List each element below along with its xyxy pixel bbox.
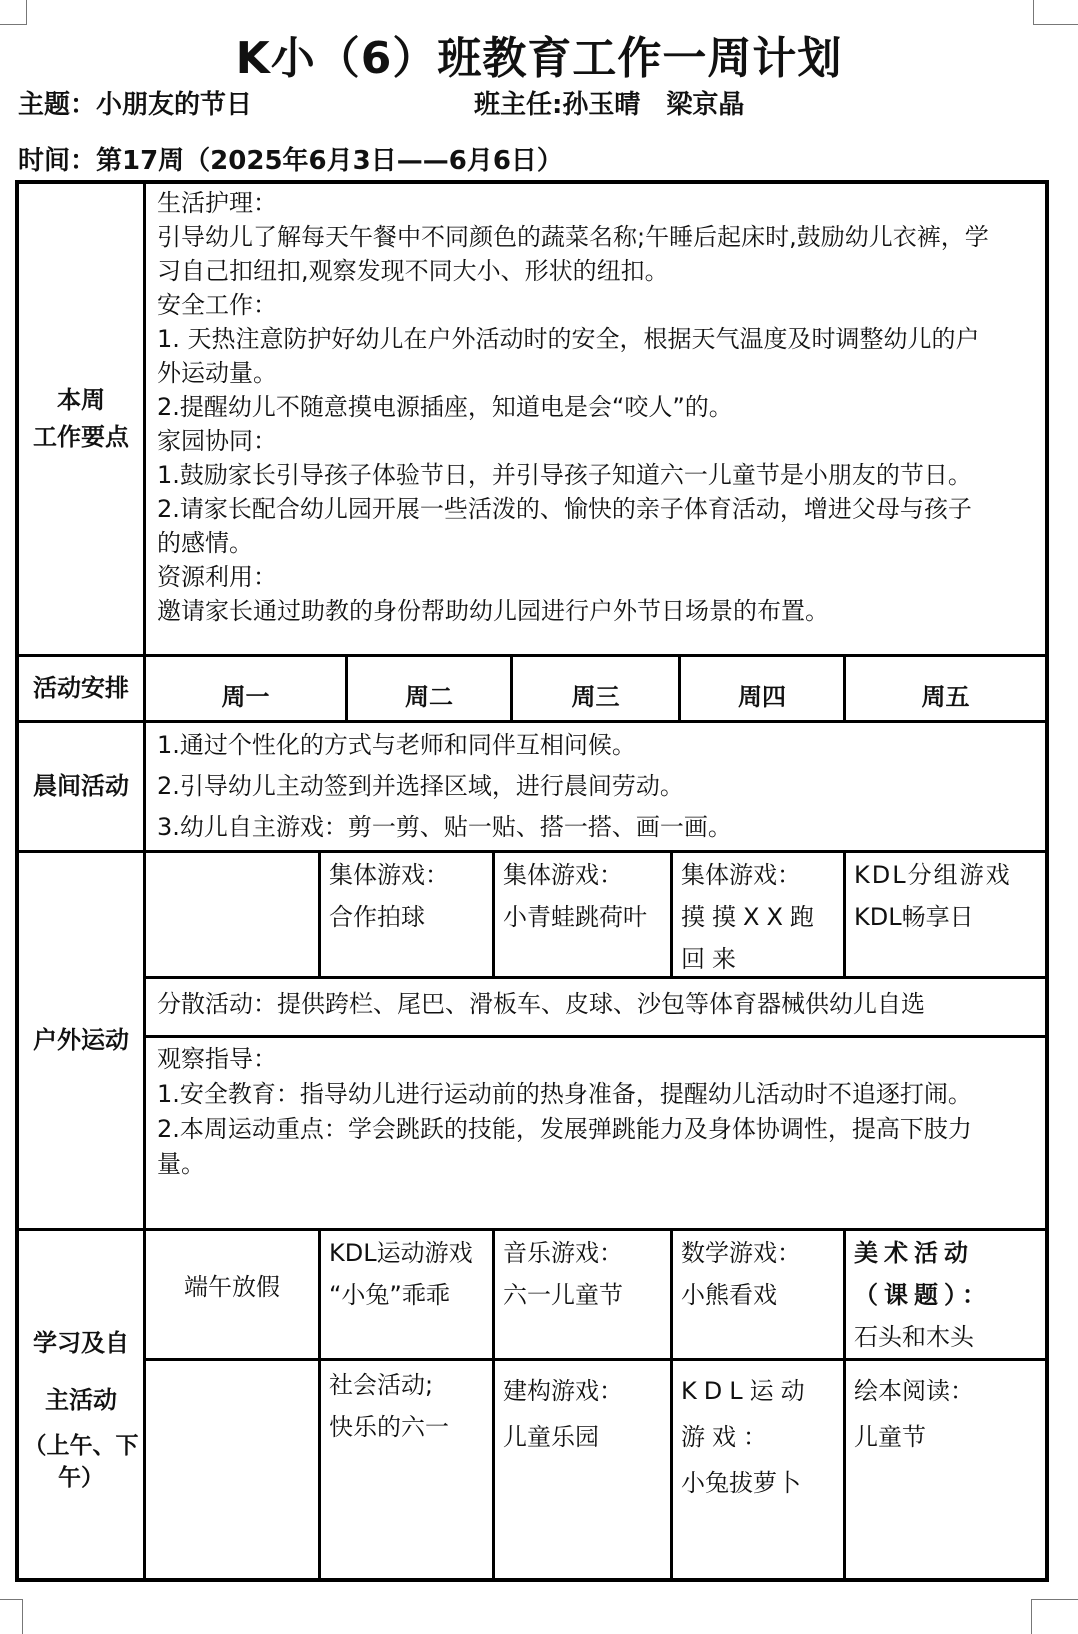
study-tue-pm-title: 社会活动; bbox=[329, 1371, 434, 1399]
focus-line: 2.提醒幼儿不随意摸电源插座，知道电是会“咬人”的。 bbox=[157, 393, 733, 421]
column-divider bbox=[492, 850, 495, 976]
study-tue-pm bbox=[329, 1364, 489, 1448]
study-wed-pm bbox=[503, 1368, 663, 1460]
study-thu-pm bbox=[681, 1368, 839, 1506]
outdoor-guide-line: 观察指导： bbox=[157, 1045, 277, 1073]
outdoor-thu-title: 集体游戏： bbox=[681, 861, 801, 889]
study-fri-am bbox=[854, 1232, 994, 1358]
outdoor-thu-cell bbox=[681, 854, 839, 980]
study-mon-cell: 端午放假 bbox=[184, 1273, 280, 1301]
morning-line: 1.通过个性化的方式与老师和同伴互相问候。 bbox=[157, 731, 636, 759]
head-teacher-label: 班主任:孙玉晴 梁京晶 bbox=[474, 90, 745, 120]
outdoor-scatter: 分散活动：提供跨栏、尾巴、滑板车、皮球、沙包等体育器械供幼儿自选 bbox=[157, 990, 925, 1018]
morning-line: 2.引导幼儿主动签到并选择区域，进行晨间劳动。 bbox=[157, 772, 684, 800]
study-header-line-1: 学习及自 bbox=[33, 1328, 129, 1357]
crop-mark-bottom-right bbox=[1031, 1599, 1078, 1634]
outdoor-guide bbox=[157, 1042, 989, 1182]
study-tue-am-body: “小兔”乖乖 bbox=[329, 1281, 450, 1309]
study-wed-am-body: 六一儿童节 bbox=[503, 1281, 623, 1309]
day-header-thu: 周四 bbox=[738, 682, 786, 711]
day-header-mon: 周一 bbox=[221, 682, 270, 711]
row-divider bbox=[146, 1358, 1045, 1361]
time-label: 时间：第17周（2025年6月3日——6月6日） bbox=[18, 146, 563, 176]
study-header-line-2: 主活动 bbox=[45, 1386, 117, 1415]
focus-header bbox=[19, 184, 143, 654]
study-wed-pm-title: 建构游戏： bbox=[503, 1377, 623, 1405]
outdoor-thu-body: 摸摸XX跑回来 bbox=[681, 903, 821, 973]
crop-mark-bottom-left bbox=[0, 1599, 23, 1634]
study-header-line-3: （上午、下午） bbox=[23, 1432, 139, 1492]
study-fri-pm-body: 儿童节 bbox=[854, 1423, 926, 1451]
study-wed-am-title: 音乐游戏： bbox=[503, 1239, 623, 1267]
focus-line: 1.鼓励家长引导孩子体验节日，并引导孩子知道六一儿童节是小朋友的节日。 bbox=[157, 461, 972, 489]
row-divider bbox=[146, 976, 1045, 979]
row-divider bbox=[19, 654, 1045, 657]
focus-content bbox=[157, 186, 989, 628]
outdoor-wed-body: 小青蛙跳荷叶 bbox=[503, 903, 647, 931]
study-tue-am-title: KDL运动游戏 bbox=[329, 1239, 473, 1267]
column-divider bbox=[670, 850, 673, 976]
focus-line: 安全工作： bbox=[157, 291, 277, 319]
study-thu-pm-title: KDL运动游戏： bbox=[681, 1377, 812, 1451]
study-fri-pm-title: 绘本阅读： bbox=[854, 1377, 974, 1405]
study-thu-am-body: 小熊看戏 bbox=[681, 1281, 777, 1309]
column-divider bbox=[143, 184, 146, 1578]
study-wed-pm-body: 儿童乐园 bbox=[503, 1423, 599, 1451]
focus-line: 生活护理： bbox=[157, 189, 277, 217]
study-thu-am bbox=[681, 1232, 839, 1316]
study-fri-am-body: 石头和木头 bbox=[854, 1323, 974, 1351]
focus-line: 1. 天热注意防护好幼儿在户外活动时的安全，根据天气温度及时调整幼儿的户外运动量。 bbox=[157, 325, 980, 387]
study-thu-am-title: 数学游戏： bbox=[681, 1239, 801, 1267]
outdoor-fri-cell bbox=[854, 854, 1040, 938]
theme-label: 主题：小朋友的节日 bbox=[18, 90, 253, 120]
focus-line: 家园协同： bbox=[157, 427, 277, 455]
outdoor-guide-line: 1.安全教育：指导幼儿进行运动前的热身准备，提醒幼儿活动时不追逐打闹。 bbox=[157, 1080, 972, 1108]
focus-line: 邀请家长通过助教的身份帮助幼儿园进行户外节日场景的布置。 bbox=[157, 597, 829, 625]
outdoor-header: 户外运动 bbox=[33, 1025, 129, 1054]
study-thu-pm-body: 小兔拔萝卜 bbox=[681, 1469, 801, 1497]
schedule-header: 活动安排 bbox=[33, 673, 129, 702]
outdoor-guide-line: 2.本周运动重点：学会跳跃的技能，发展弹跳能力及身体协调性，提高下肢力量。 bbox=[157, 1115, 972, 1178]
column-divider bbox=[843, 850, 846, 976]
day-header-tue: 周二 bbox=[405, 682, 453, 711]
study-fri-pm bbox=[854, 1368, 1040, 1460]
morning-header: 晨间活动 bbox=[33, 771, 129, 800]
outdoor-tue-body: 合作拍球 bbox=[329, 903, 425, 931]
page-title: K小（6）班教育工作一周计划 bbox=[235, 33, 843, 84]
outdoor-fri-title: KDL分组游戏 bbox=[854, 861, 1012, 889]
focus-line: 2.请家长配合幼儿园开展一些活泼的、愉快的亲子体育活动，增进父母与孩子的感情。 bbox=[157, 495, 972, 557]
row-divider bbox=[19, 850, 1045, 853]
outdoor-wed-title: 集体游戏： bbox=[503, 861, 623, 889]
study-wed-am bbox=[503, 1232, 663, 1316]
day-header-wed: 周三 bbox=[571, 682, 620, 711]
column-divider bbox=[492, 1228, 495, 1578]
outdoor-fri-body: KDL畅享日 bbox=[854, 903, 974, 931]
day-header-fri: 周五 bbox=[921, 682, 970, 711]
focus-header-line-2: 工作要点 bbox=[33, 423, 129, 451]
outdoor-wed-cell bbox=[503, 854, 663, 938]
morning-content bbox=[157, 725, 1027, 848]
morning-line: 3.幼儿自主游戏：剪一剪、贴一贴、搭一搭、画一画。 bbox=[157, 813, 732, 841]
outdoor-tue-title: 集体游戏： bbox=[329, 861, 449, 889]
column-divider bbox=[843, 1228, 846, 1578]
outdoor-tue-cell bbox=[329, 854, 484, 938]
study-fri-am-title: 美术活动（课题）： bbox=[854, 1239, 992, 1309]
focus-line: 引导幼儿了解每天午餐中不同颜色的蔬菜名称;午睡后起床时,鼓励幼儿衣裤，学习自己扣纽扣,观察发现不同大小、形状的纽扣。 bbox=[157, 223, 989, 285]
row-divider bbox=[19, 1228, 1045, 1231]
weekly-plan-table bbox=[15, 180, 1049, 1582]
study-tue-pm-body: 快乐的六一 bbox=[329, 1413, 449, 1441]
study-tue-am bbox=[329, 1232, 489, 1316]
study-header bbox=[19, 1231, 143, 1578]
column-divider bbox=[318, 1228, 321, 1578]
column-divider bbox=[318, 850, 321, 976]
row-divider bbox=[146, 1035, 1045, 1038]
column-divider bbox=[670, 1228, 673, 1578]
focus-line: 资源利用： bbox=[157, 563, 277, 591]
focus-header-line-1: 本周 bbox=[57, 385, 105, 414]
